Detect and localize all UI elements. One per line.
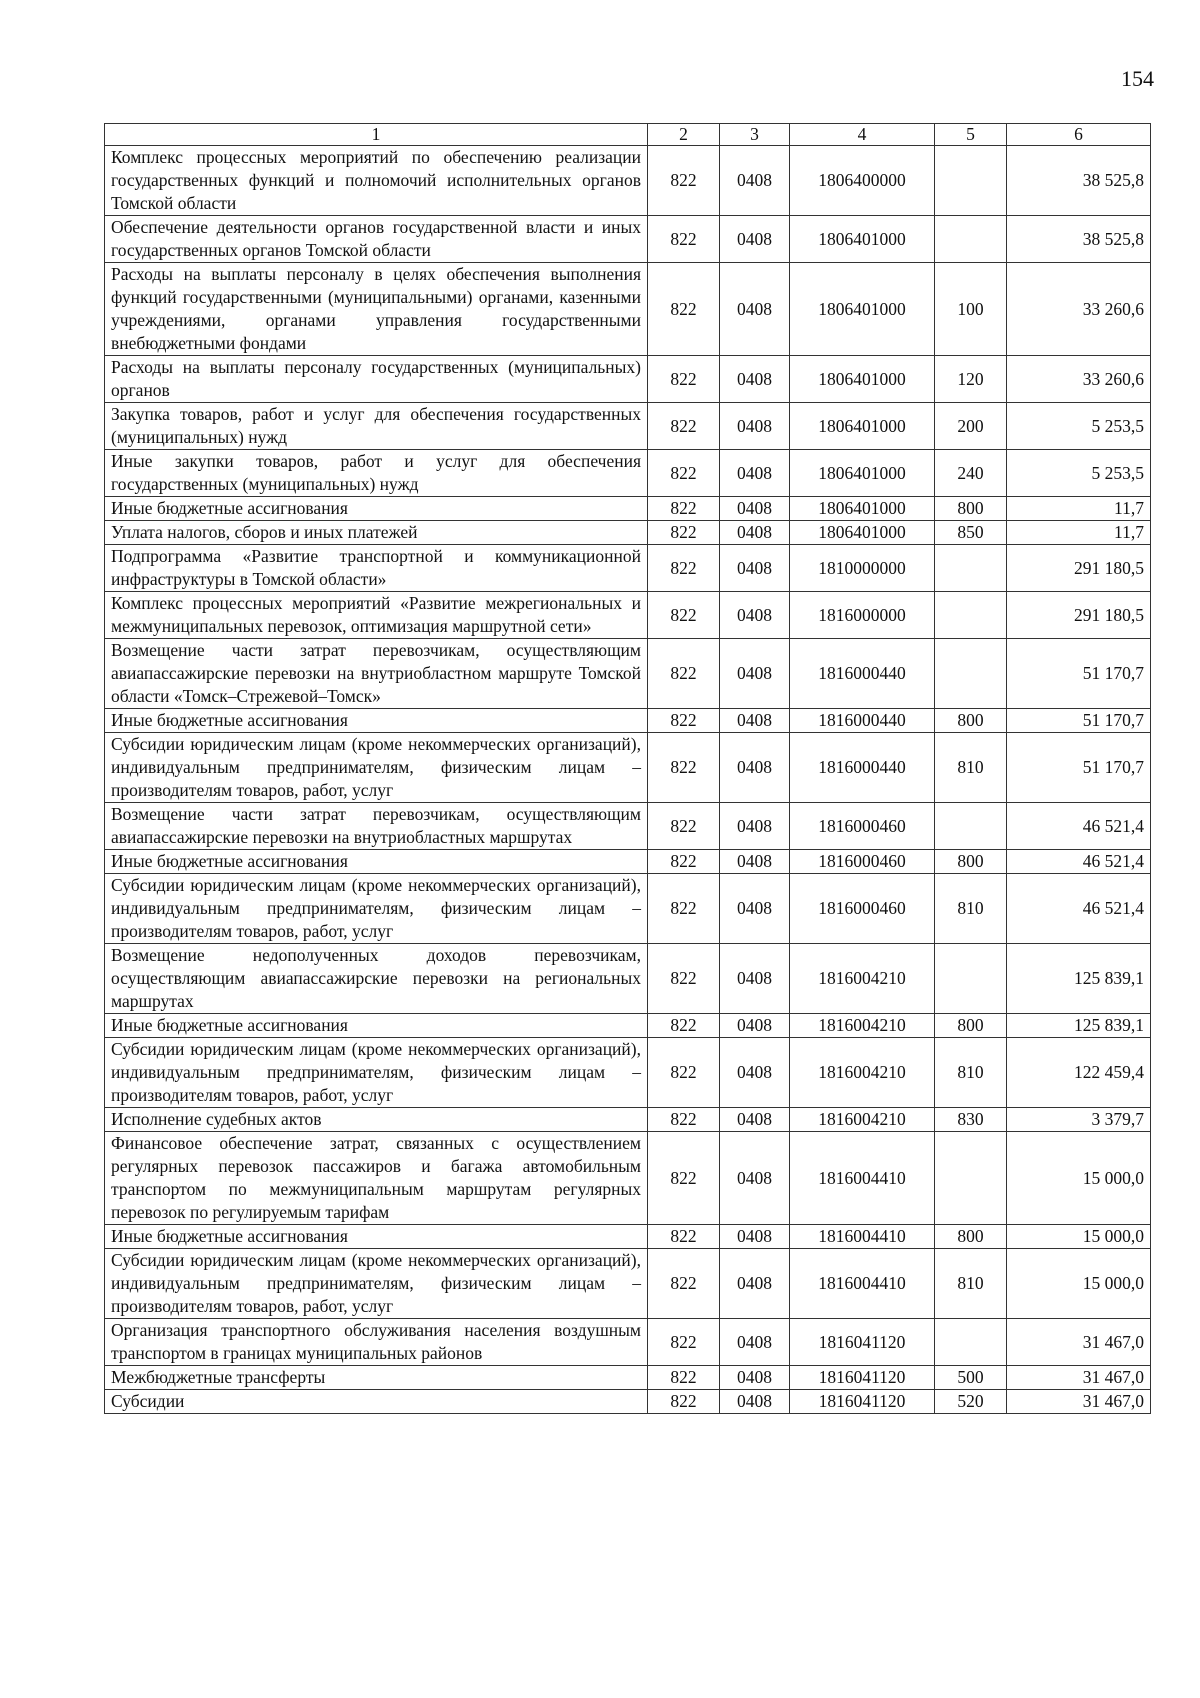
amount: 51 170,7 bbox=[1007, 709, 1151, 733]
expense-type-code bbox=[935, 1132, 1007, 1225]
table-row bbox=[105, 146, 1151, 216]
table-row bbox=[105, 850, 1151, 874]
column-header-4: 4 bbox=[790, 124, 935, 146]
expense-type-code: 810 bbox=[935, 874, 1007, 944]
amount: 46 521,4 bbox=[1007, 874, 1151, 944]
expense-type-code: 800 bbox=[935, 1225, 1007, 1249]
amount: 33 260,6 bbox=[1007, 356, 1151, 403]
amount: 33 260,6 bbox=[1007, 263, 1151, 356]
amount: 291 180,5 bbox=[1007, 592, 1151, 639]
amount: 122 459,4 bbox=[1007, 1038, 1151, 1108]
amount: 31 467,0 bbox=[1007, 1319, 1151, 1366]
ministry-code: 822 bbox=[648, 403, 720, 450]
amount: 15 000,0 bbox=[1007, 1249, 1151, 1319]
ministry-code: 822 bbox=[648, 1366, 720, 1390]
target-item-code: 1816041120 bbox=[790, 1366, 935, 1390]
target-item-code: 1816000460 bbox=[790, 874, 935, 944]
expense-type-code: 810 bbox=[935, 1249, 1007, 1319]
expense-name: Субсидии bbox=[105, 1390, 648, 1414]
expense-type-code: 800 bbox=[935, 497, 1007, 521]
table-row bbox=[105, 733, 1151, 803]
ministry-code: 822 bbox=[648, 1225, 720, 1249]
target-item-code: 1806401000 bbox=[790, 521, 935, 545]
section-code: 0408 bbox=[720, 1108, 790, 1132]
ministry-code: 822 bbox=[648, 1132, 720, 1225]
ministry-code: 822 bbox=[648, 639, 720, 709]
amount: 38 525,8 bbox=[1007, 216, 1151, 263]
table-row bbox=[105, 1038, 1151, 1108]
expense-type-code bbox=[935, 592, 1007, 639]
target-item-code: 1806401000 bbox=[790, 497, 935, 521]
expense-name: Организация транспортного обслуживания населения воздушным транспортом в границах муниципальных районов bbox=[105, 1319, 648, 1366]
ministry-code: 822 bbox=[648, 497, 720, 521]
ministry-code: 822 bbox=[648, 356, 720, 403]
table-row bbox=[105, 450, 1151, 497]
budget-table-body bbox=[105, 124, 1151, 1414]
expense-name: Расходы на выплаты персоналу государственных (муниципальных) органов bbox=[105, 356, 648, 403]
expense-name: Возмещение части затрат перевозчикам, осуществляющим авиапассажирские перевозки на внутриобластных маршрутах bbox=[105, 803, 648, 850]
expense-name: Иные бюджетные ассигнования bbox=[105, 709, 648, 733]
ministry-code: 822 bbox=[648, 1319, 720, 1366]
expense-type-code: 120 bbox=[935, 356, 1007, 403]
ministry-code: 822 bbox=[648, 709, 720, 733]
section-code: 0408 bbox=[720, 146, 790, 216]
expense-name: Подпрограмма «Развитие транспортной и коммуникационной инфраструктуры в Томской области» bbox=[105, 545, 648, 592]
amount: 51 170,7 bbox=[1007, 639, 1151, 709]
expense-name: Субсидии юридическим лицам (кроме некоммерческих организаций), индивидуальным предпринимателям, физическим лицам – производителям товаров, работ, услуг bbox=[105, 1038, 648, 1108]
table-row bbox=[105, 639, 1151, 709]
target-item-code: 1806401000 bbox=[790, 403, 935, 450]
expense-name: Иные бюджетные ассигнования bbox=[105, 1225, 648, 1249]
ministry-code: 822 bbox=[648, 1014, 720, 1038]
amount: 11,7 bbox=[1007, 521, 1151, 545]
ministry-code: 822 bbox=[648, 450, 720, 497]
amount: 31 467,0 bbox=[1007, 1390, 1151, 1414]
amount: 46 521,4 bbox=[1007, 850, 1151, 874]
expense-name: Иные бюджетные ассигнования bbox=[105, 1014, 648, 1038]
section-code: 0408 bbox=[720, 1390, 790, 1414]
target-item-code: 1816000440 bbox=[790, 639, 935, 709]
column-header-2: 2 bbox=[648, 124, 720, 146]
expense-type-code: 850 bbox=[935, 521, 1007, 545]
ministry-code: 822 bbox=[648, 803, 720, 850]
ministry-code: 822 bbox=[648, 1108, 720, 1132]
expense-name: Возмещение части затрат перевозчикам, осуществляющим авиапассажирские перевозки на внутриобластном маршруте Томской области «Томск–Стрежевой–Томск» bbox=[105, 639, 648, 709]
table-row bbox=[105, 592, 1151, 639]
page-number: 154 bbox=[1121, 66, 1154, 91]
target-item-code: 1810000000 bbox=[790, 545, 935, 592]
expense-name: Субсидии юридическим лицам (кроме некоммерческих организаций), индивидуальным предпринимателям, физическим лицам – производителям товаров, работ, услуг bbox=[105, 733, 648, 803]
expense-type-code: 520 bbox=[935, 1390, 1007, 1414]
amount: 125 839,1 bbox=[1007, 944, 1151, 1014]
ministry-code: 822 bbox=[648, 850, 720, 874]
expense-name: Иные бюджетные ассигнования bbox=[105, 850, 648, 874]
target-item-code: 1806401000 bbox=[790, 216, 935, 263]
table-row bbox=[105, 1390, 1151, 1414]
target-item-code: 1816004210 bbox=[790, 944, 935, 1014]
table-row bbox=[105, 263, 1151, 356]
ministry-code: 822 bbox=[648, 216, 720, 263]
amount: 38 525,8 bbox=[1007, 146, 1151, 216]
column-header-5: 5 bbox=[935, 124, 1007, 146]
table-row bbox=[105, 1319, 1151, 1366]
expense-type-code bbox=[935, 216, 1007, 263]
table-row bbox=[105, 709, 1151, 733]
section-code: 0408 bbox=[720, 1038, 790, 1108]
expense-name: Обеспечение деятельности органов государственной власти и иных государственных органов Томской области bbox=[105, 216, 648, 263]
amount: 51 170,7 bbox=[1007, 733, 1151, 803]
table-row bbox=[105, 944, 1151, 1014]
ministry-code: 822 bbox=[648, 944, 720, 1014]
section-code: 0408 bbox=[720, 263, 790, 356]
section-code: 0408 bbox=[720, 1249, 790, 1319]
expense-type-code bbox=[935, 1319, 1007, 1366]
target-item-code: 1816000460 bbox=[790, 850, 935, 874]
expense-name: Возмещение недополученных доходов перевозчикам, осуществляющим авиапассажирские перевозки на региональных маршрутах bbox=[105, 944, 648, 1014]
expense-type-code: 830 bbox=[935, 1108, 1007, 1132]
table-row bbox=[105, 874, 1151, 944]
ministry-code: 822 bbox=[648, 733, 720, 803]
expense-name: Комплекс процессных мероприятий по обеспечению реализации государственных функций и полномочий исполнительных органов Томской области bbox=[105, 146, 648, 216]
table-row bbox=[105, 1366, 1151, 1390]
expense-type-code bbox=[935, 146, 1007, 216]
amount: 5 253,5 bbox=[1007, 403, 1151, 450]
ministry-code: 822 bbox=[648, 1249, 720, 1319]
table-row bbox=[105, 521, 1151, 545]
section-code: 0408 bbox=[720, 1319, 790, 1366]
section-code: 0408 bbox=[720, 403, 790, 450]
ministry-code: 822 bbox=[648, 1390, 720, 1414]
expense-name: Иные закупки товаров, работ и услуг для обеспечения государственных (муниципальных) нужд bbox=[105, 450, 648, 497]
amount: 125 839,1 bbox=[1007, 1014, 1151, 1038]
table-row bbox=[105, 803, 1151, 850]
table-row bbox=[105, 1225, 1151, 1249]
section-code: 0408 bbox=[720, 639, 790, 709]
table-row bbox=[105, 497, 1151, 521]
ministry-code: 822 bbox=[648, 592, 720, 639]
target-item-code: 1816004410 bbox=[790, 1249, 935, 1319]
expense-name: Межбюджетные трансферты bbox=[105, 1366, 648, 1390]
expense-name: Исполнение судебных актов bbox=[105, 1108, 648, 1132]
section-code: 0408 bbox=[720, 1225, 790, 1249]
section-code: 0408 bbox=[720, 450, 790, 497]
ministry-code: 822 bbox=[648, 263, 720, 356]
expense-type-code: 100 bbox=[935, 263, 1007, 356]
target-item-code: 1816041120 bbox=[790, 1319, 935, 1366]
expense-type-code: 810 bbox=[935, 1038, 1007, 1108]
expense-name: Расходы на выплаты персоналу в целях обеспечения выполнения функций государственными (муниципальными) органами, казенными учреждениями, органами управления государственными внебюджетными фондами bbox=[105, 263, 648, 356]
amount: 5 253,5 bbox=[1007, 450, 1151, 497]
section-code: 0408 bbox=[720, 944, 790, 1014]
target-item-code: 1816004210 bbox=[790, 1108, 935, 1132]
section-code: 0408 bbox=[720, 1366, 790, 1390]
expense-type-code: 800 bbox=[935, 709, 1007, 733]
table-row bbox=[105, 1108, 1151, 1132]
expense-name: Закупка товаров, работ и услуг для обеспечения государственных (муниципальных) нужд bbox=[105, 403, 648, 450]
table-row bbox=[105, 1132, 1151, 1225]
section-code: 0408 bbox=[720, 803, 790, 850]
section-code: 0408 bbox=[720, 733, 790, 803]
target-item-code: 1806400000 bbox=[790, 146, 935, 216]
expense-type-code bbox=[935, 944, 1007, 1014]
table-row bbox=[105, 1014, 1151, 1038]
expense-name: Комплекс процессных мероприятий «Развитие межрегиональных и межмуниципальных перевозок, оптимизация маршрутной сети» bbox=[105, 592, 648, 639]
target-item-code: 1816000460 bbox=[790, 803, 935, 850]
target-item-code: 1816004210 bbox=[790, 1014, 935, 1038]
target-item-code: 1816000440 bbox=[790, 733, 935, 803]
column-header-1: 1 bbox=[105, 124, 648, 146]
expense-type-code: 500 bbox=[935, 1366, 1007, 1390]
target-item-code: 1806401000 bbox=[790, 356, 935, 403]
table-row bbox=[105, 403, 1151, 450]
ministry-code: 822 bbox=[648, 1038, 720, 1108]
column-header-3: 3 bbox=[720, 124, 790, 146]
section-code: 0408 bbox=[720, 850, 790, 874]
amount: 15 000,0 bbox=[1007, 1225, 1151, 1249]
table-row bbox=[105, 1249, 1151, 1319]
ministry-code: 822 bbox=[648, 874, 720, 944]
expense-name: Субсидии юридическим лицам (кроме некоммерческих организаций), индивидуальным предпринимателям, физическим лицам – производителям товаров, работ, услуг bbox=[105, 1249, 648, 1319]
target-item-code: 1816000440 bbox=[790, 709, 935, 733]
section-code: 0408 bbox=[720, 356, 790, 403]
expense-type-code: 240 bbox=[935, 450, 1007, 497]
amount: 3 379,7 bbox=[1007, 1108, 1151, 1132]
expense-type-code: 800 bbox=[935, 1014, 1007, 1038]
section-code: 0408 bbox=[720, 709, 790, 733]
expense-name: Субсидии юридическим лицам (кроме некоммерческих организаций), индивидуальным предпринимателям, физическим лицам – производителям товаров, работ, услуг bbox=[105, 874, 648, 944]
target-item-code: 1816004410 bbox=[790, 1132, 935, 1225]
section-code: 0408 bbox=[720, 592, 790, 639]
section-code: 0408 bbox=[720, 874, 790, 944]
section-code: 0408 bbox=[720, 521, 790, 545]
section-code: 0408 bbox=[720, 497, 790, 521]
section-code: 0408 bbox=[720, 1132, 790, 1225]
expense-name: Уплата налогов, сборов и иных платежей bbox=[105, 521, 648, 545]
budget-table bbox=[104, 123, 1151, 1414]
table-row bbox=[105, 216, 1151, 263]
table-row bbox=[105, 545, 1151, 592]
expense-name: Иные бюджетные ассигнования bbox=[105, 497, 648, 521]
expense-type-code: 200 bbox=[935, 403, 1007, 450]
section-code: 0408 bbox=[720, 545, 790, 592]
target-item-code: 1806401000 bbox=[790, 450, 935, 497]
expense-type-code: 800 bbox=[935, 850, 1007, 874]
ministry-code: 822 bbox=[648, 146, 720, 216]
expense-type-code: 810 bbox=[935, 733, 1007, 803]
ministry-code: 822 bbox=[648, 521, 720, 545]
expense-type-code bbox=[935, 803, 1007, 850]
table-row bbox=[105, 356, 1151, 403]
target-item-code: 1816000000 bbox=[790, 592, 935, 639]
amount: 291 180,5 bbox=[1007, 545, 1151, 592]
ministry-code: 822 bbox=[648, 545, 720, 592]
column-number-header-row bbox=[105, 124, 1151, 146]
target-item-code: 1816004210 bbox=[790, 1038, 935, 1108]
target-item-code: 1806401000 bbox=[790, 263, 935, 356]
amount: 46 521,4 bbox=[1007, 803, 1151, 850]
amount: 11,7 bbox=[1007, 497, 1151, 521]
target-item-code: 1816041120 bbox=[790, 1390, 935, 1414]
section-code: 0408 bbox=[720, 216, 790, 263]
section-code: 0408 bbox=[720, 1014, 790, 1038]
target-item-code: 1816004410 bbox=[790, 1225, 935, 1249]
expense-type-code bbox=[935, 545, 1007, 592]
column-header-6: 6 bbox=[1007, 124, 1151, 146]
expense-type-code bbox=[935, 639, 1007, 709]
amount: 15 000,0 bbox=[1007, 1132, 1151, 1225]
expense-name: Финансовое обеспечение затрат, связанных с осуществлением регулярных перевозок пассажиров и багажа автомобильным транспортом по межмуниципальным маршрутам регулярных перевозок по регулируемым тарифам bbox=[105, 1132, 648, 1225]
amount: 31 467,0 bbox=[1007, 1366, 1151, 1390]
